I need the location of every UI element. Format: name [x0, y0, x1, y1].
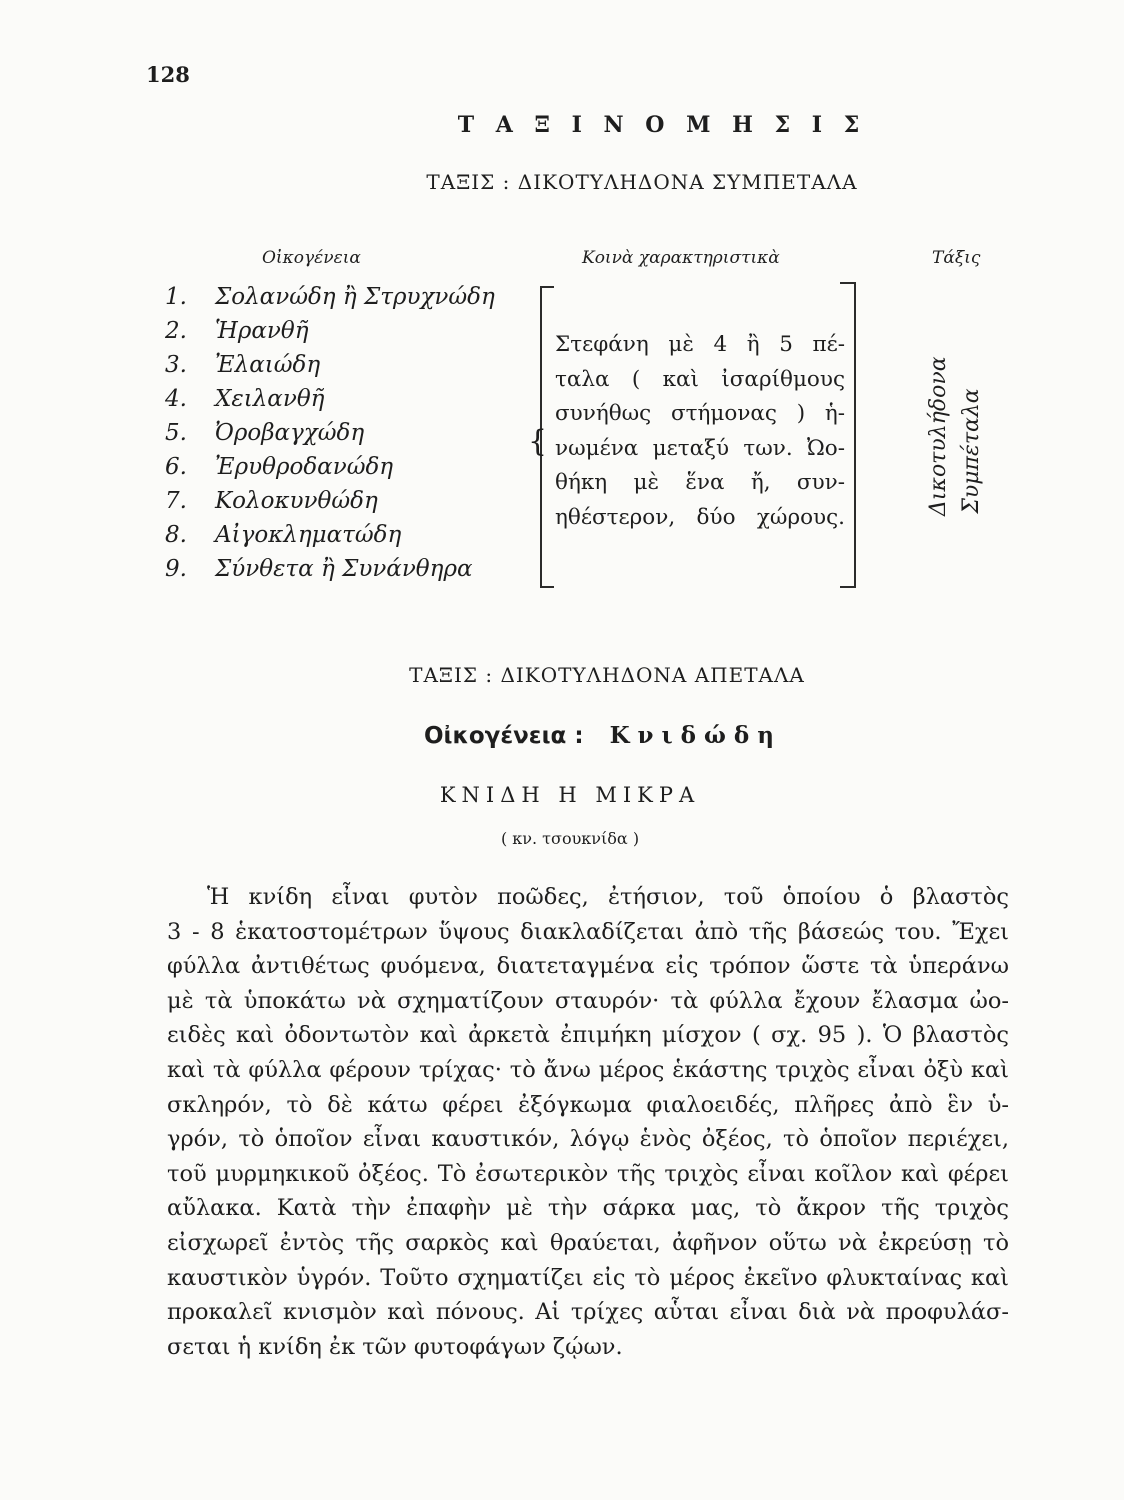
page-title: Τ Α Ξ Ι Ν Ο Μ Η Σ Ι Σ: [457, 112, 867, 138]
text-line: Ἡ κνίδη εἶναι φυτὸν ποῶδες, ἐτήσιον, τοῦ ὁποίου ὁ βλαστὸς: [207, 884, 1009, 910]
common-name: ( κν. τσουκνίδα ): [500, 829, 640, 848]
list-item: 8. Αἰγοκληματώδη: [165, 522, 402, 548]
column-header-family: Οἰκογένεια: [262, 248, 361, 268]
text-line: ειδὲς καὶ ὀδοντωτὸν καὶ ἀρκετὰ ἐπιμήκη μίσχον ( σχ. 95 ). Ὁ βλαστὸς: [167, 1022, 1009, 1049]
list-item: 6. Ἐρυθροδανώδη: [165, 454, 394, 480]
text-line: τοῦ μυρμηκικοῦ ὀξέος. Τὸ ἐσωτερικὸν τῆς τριχὸς εἶναι κοῖλον καὶ φέρει: [167, 1160, 1009, 1187]
body-paragraph: [167, 880, 1009, 1364]
text-line: καυστικὸν ὑγρόν. Τοῦτο σχηματίζει εἰς τὸ μέρος ἐκεῖνο φλυκταίνας καὶ: [167, 1264, 1009, 1291]
text-line: σεται ἡ κνίδη ἐκ τῶν φυτοφάγων ζῴων.: [167, 1333, 623, 1360]
column-header-order: Τάξις: [932, 248, 981, 268]
plant-title: ΚΝΙΔΗ Η ΜΙΚΡΑ: [439, 783, 701, 807]
list-item: 9. Σύνθετα ἢ Συνάνθηρα: [165, 556, 473, 582]
text-line: καὶ τὰ φύλλα φέρουν τρίχας· τὸ ἄνω μέρος ἑκάστης τριχὸς εἶναι ὀξὺ καὶ: [167, 1056, 1009, 1083]
common-characteristics: Στεφάνη μὲ 4 ἢ 5 πέ- ταλα ( καὶ ἰσαρίθμους συνήθως στήμονας ) ἡ- νωμένα μεταξύ των. Ὠο- θήκη μὲ ἕνα ἤ, συν- ηθέστερον, δύο χώρους.: [555, 332, 845, 530]
brace-point: {: [528, 424, 548, 459]
order-heading-sympetala: ΤΑΞΙΣ : ΔΙΚΟΤΥΛΗΔΟΝΑ ΣΥΜΠΕΤΑΛΑ: [426, 170, 858, 194]
text-line: εἰσχωρεῖ ἐντὸς τῆς σαρκὸς καὶ θραύεται, ἀφῆνον οὕτω νὰ ἐκρεύσῃ τὸ: [167, 1229, 1009, 1256]
list-item: 5. Ὀροβαγχώδη: [165, 420, 365, 446]
text-line: μὲ τὰ ὑποκάτω νὰ σχηματίζουν σταυρόν· τὰ φύλλα ἔχουν ἔλασμα ὠο-: [167, 987, 1009, 1014]
text-line: σκληρόν, τὸ δὲ κάτω φέρει ἐξόγκωμα φιαλοειδές, πλῆρες ἀπὸ ἓν ὑ-: [167, 1091, 1009, 1118]
text-line: αὔλακα. Κατὰ τὴν ἐπαφὴν μὲ τὴν σάρκα μας, τὸ ἄκρον τῆς τριχὸς: [167, 1195, 1009, 1222]
list-item: 3. Ἐλαιώδη: [165, 352, 321, 378]
family-label: Οἰκογένεια :: [424, 723, 584, 749]
list-item: 4. Χειλανθῆ: [165, 386, 325, 412]
family-heading: [424, 722, 782, 749]
order-label-rotated: Δικοτυλήδονα Συμπέταλα: [926, 356, 984, 516]
family-list: [165, 280, 495, 586]
text-line: προκαλεῖ κνισμὸν καὶ πόνους. Αἱ τρίχες αὗται εἶναι διὰ νὰ προφυλάσ-: [167, 1299, 1009, 1326]
list-item: 2. Ἡρανθῆ: [165, 318, 309, 344]
order-heading-apetala: ΤΑΞΙΣ : ΔΙΚΟΤΥΛΗΔΟΝΑ ΑΠΕΤΑΛΑ: [409, 663, 805, 687]
column-header-characteristics: Κοινὰ χαρακτηριστικὰ: [582, 248, 780, 268]
list-item: 1. Σολανώδη ἢ Στρυχνώδη: [165, 284, 495, 310]
list-item: 7. Κολοκυνθώδη: [165, 488, 378, 514]
text-line: φύλλα ἀντιθέτως φυόμενα, διατεταγμένα εἰς τρόπον ὥστε τὰ ὑπεράνω: [167, 953, 1009, 980]
page-number: 128: [146, 62, 190, 87]
text-line: 3 - 8 ἑκατοστομέτρων ὕψους διακλαδίζεται ἀπὸ τῆς βάσεώς του. Ἔχει: [167, 918, 1009, 945]
text-line: γρόν, τὸ ὁποῖον εἶναι καυστικόν, λόγῳ ἑνὸς ὀξέος, τὸ ὁποῖον περιέχει,: [167, 1126, 1009, 1153]
family-name: Κνιδώδη: [609, 722, 782, 749]
